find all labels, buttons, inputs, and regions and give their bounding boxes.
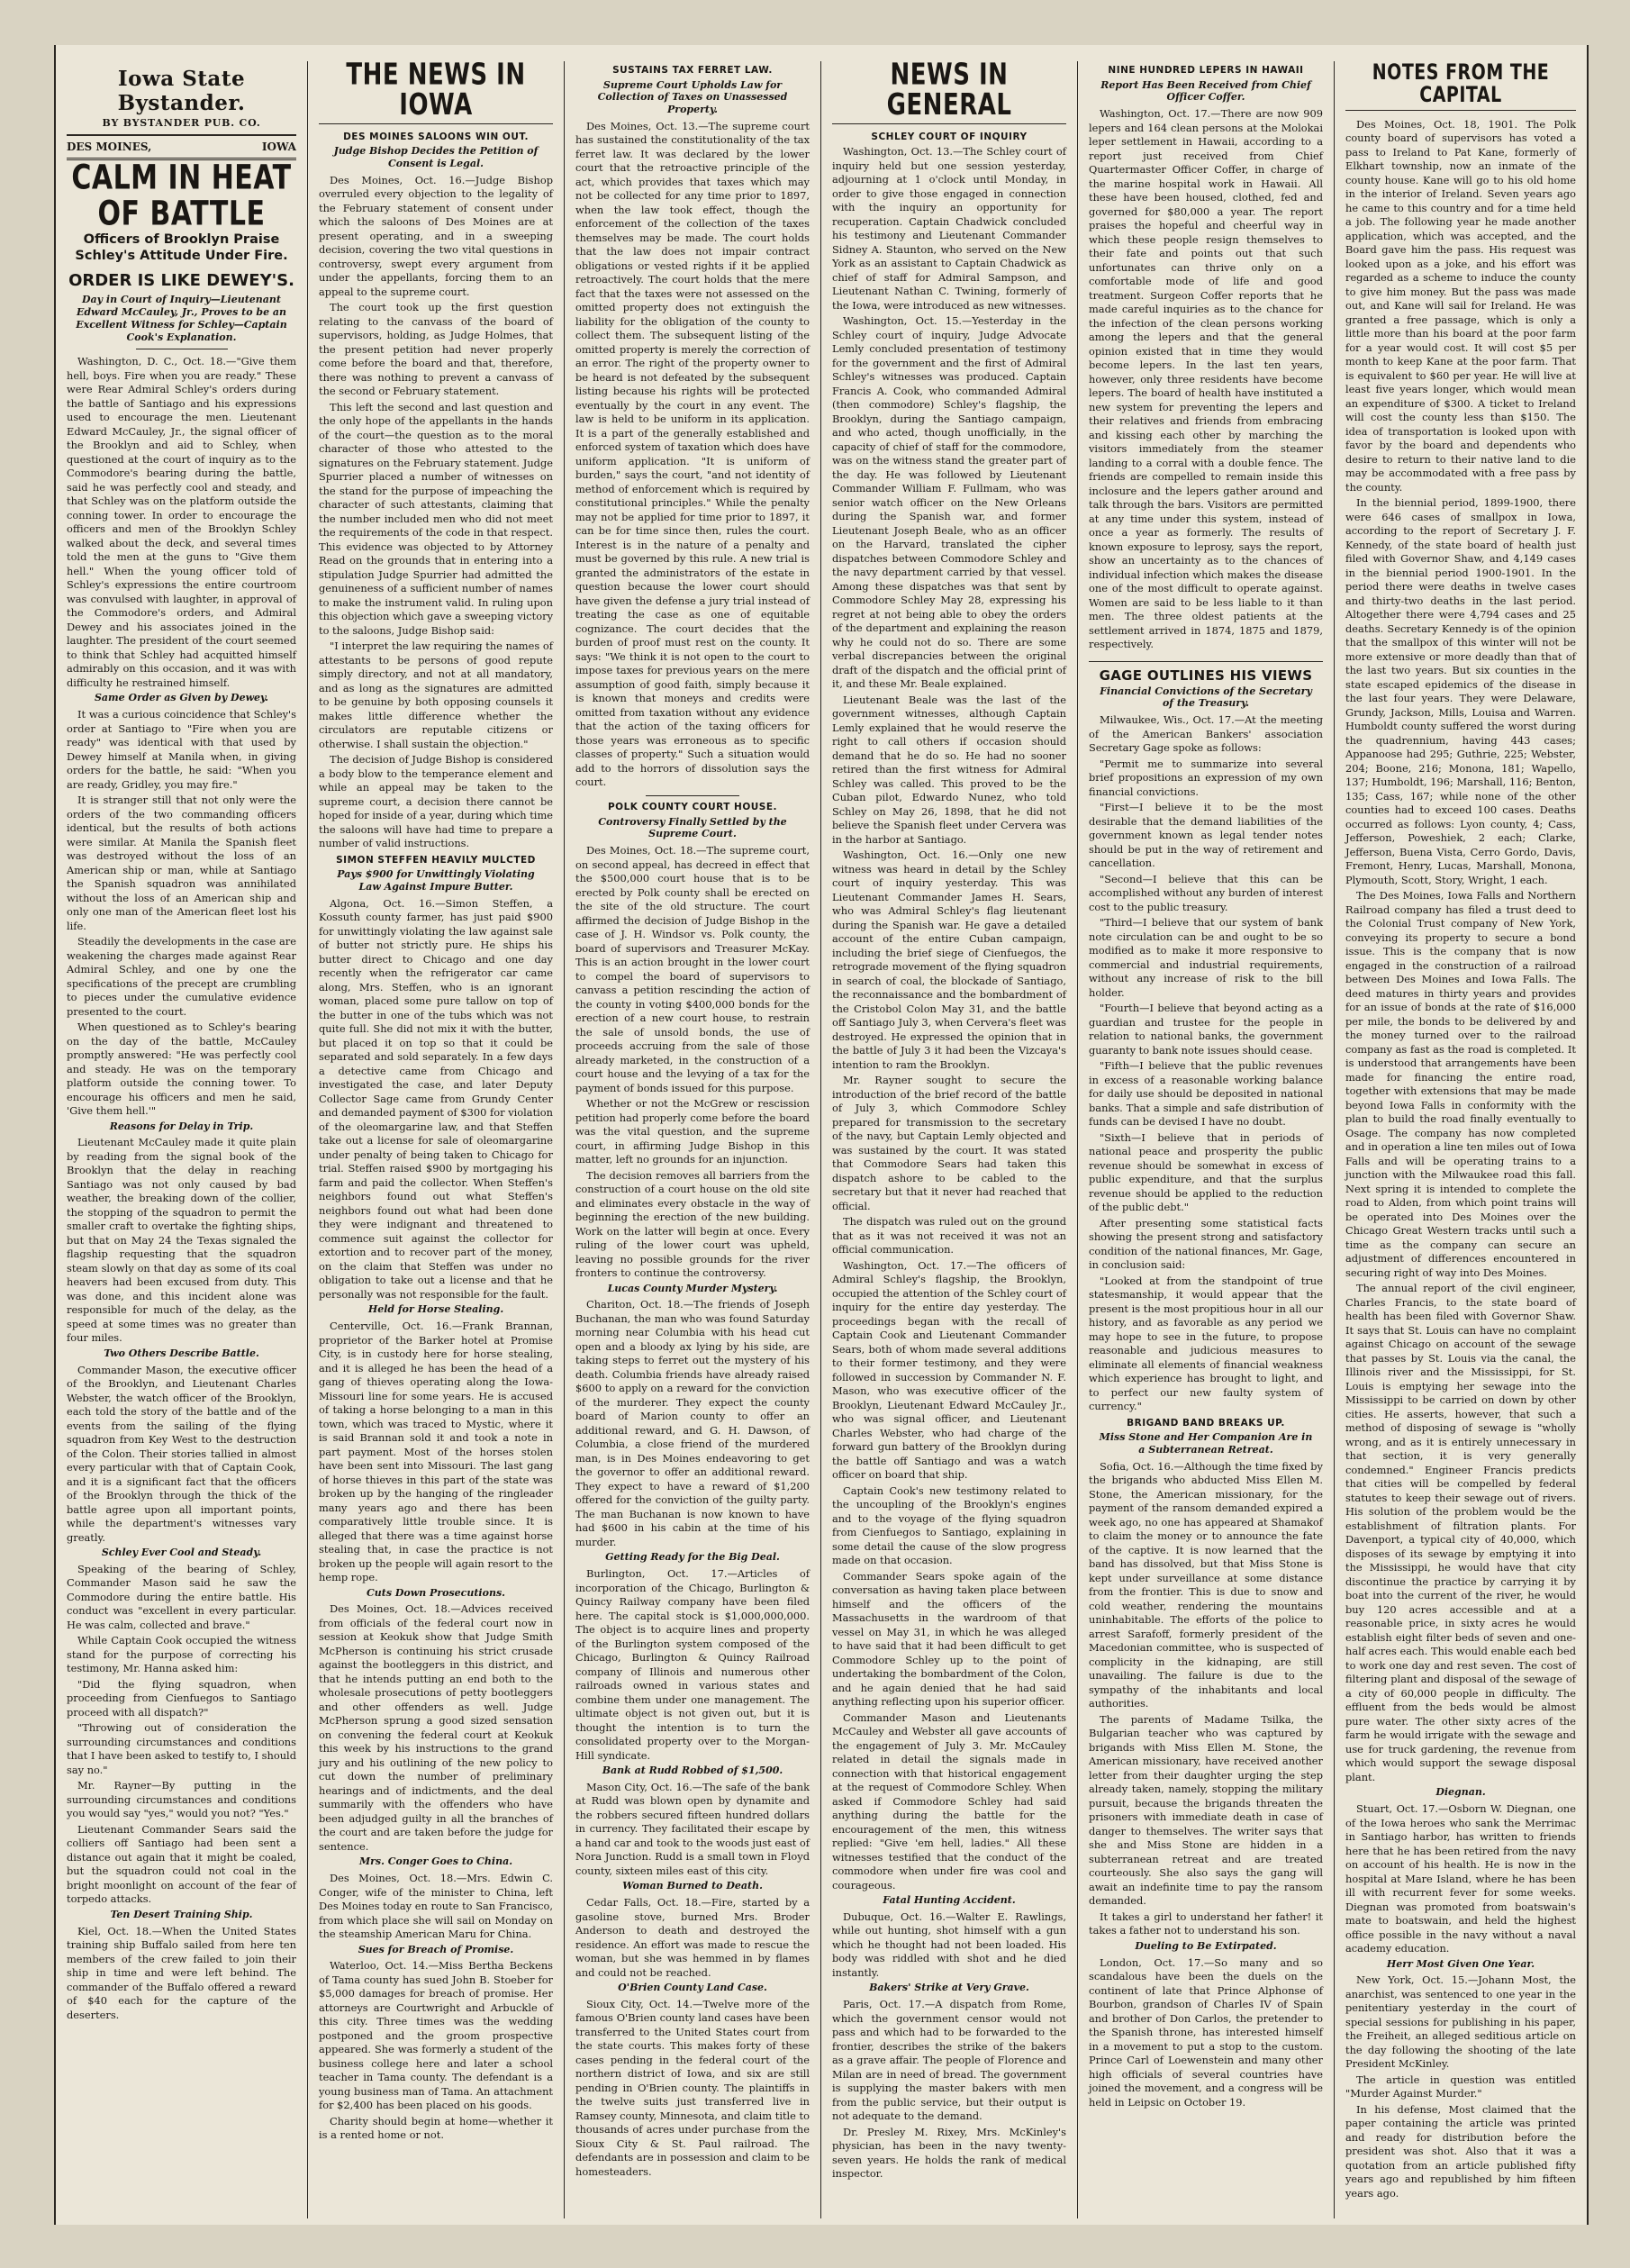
article-paragraph: It is stranger still that not only were the orders of the two commanding officers identical, but the results of both actions were similar. At Manila the Spanish fleet was destroyed without the loss of an American ship or man, while at Santiago the Spanish squadron was annihilated without the loss of an American ship and only one man of the American fleet lost his life. xyxy=(67,794,296,932)
article-paragraph: Washington, Oct. 17.—There are now 909 lepers and 164 clean persons at the Molokai leper settlement in Hawaii, according to a report just received from Chief Quartermaster Officer Coffer, in charge of the marine hospital work in Hawaii. All these have been housed, clothed, fed and governed for $80,000 a year. The report praises the hopeful and cheerful way in which these people resign themselves to their fate and points out that such unfortunates can thrive only on a comfortable mode of life and good treatment. Surgeon Coffer reports that he made careful inquiries as to the chance for the infection of the clean persons working among the lepers and that the general opinion existed that in time they would become lepers. In the last ten years, however, only three residents have become lepers. The board of health have instituted a new system for preventing the lepers and their relatives and friends from embracing and kissing each other by marching the visitors immediately from the steamer landing to a corral with a double fence. The friends are compelled to remain inside this inclosure and the lepers gather around and talk through the bars. Visitors are permitted at any time under this system, instead of once a year as formerly. The results of known exposure to leprosy, says the report, show an uncertainty as to the chances of individual infection which makes the disease one of the most difficult to operate against. Women are said to be less liable to it than men. The three oldest patients at the settlement arrived in 1874, 1875 and 1879, respectively. xyxy=(1089,107,1323,651)
section-heading: Woman Burned to Death. xyxy=(622,1880,763,1892)
article-paragraph: Washington, Oct. 17.—The officers of Admiral Schley's flagship, the Brooklyn, occupied the attention of the Schley court of inquiry for the entire day yesterday. The proceedings began with the recall of Captain Cook and Lieutenant Commander Sears, both of whom made several additions to their former testimony, and they were followed in succession by Commander N. F. Mason, who was executive officer of the Brooklyn, Lieutenant Edward McCauley Jr., who was signal officer, and Lieutenant Charles Webster, who had charge of the forward gun battery of the Brooklyn during the battle off Santiago and was a watch officer on board that ship. xyxy=(832,1258,1066,1482)
article-paragraph: The article in question was entitled "Murder Against Murder." xyxy=(1345,2073,1576,2100)
article-paragraph: "Second—I believe that this can be accomplished without any burden of interest cost to the public treasury. xyxy=(1089,872,1323,913)
article-paragraph: Washington, Oct. 16.—Only one new witness was heard in detail by the Schley court of inquiry yesterday. This was Lieutenant Commander James H. Sears, who was Admiral Schley's flag lieutenant during the Spanish war. He gave a detailed account of the entire Cuban campaign, including the brief siege of Cienfuegos, the retrograde movement of the flying squadron in search of coal, the blockade of Santiago, the reconnaissance and the bombardment of the Cristobol Colon May 31, and the battle off Santiago July 3, when Cervera's fleet was destroyed. He expressed the opinion that in the battle of July 3 it had been the Vizcaya's intention to ram the Brooklyn. xyxy=(832,848,1066,1071)
subhead-day-in-court: Day in Court of Inquiry—Lieutenant Edward McCauley, Jr., Proves to be an Excellent Witness for Schley—Captain Cook's Explanation. xyxy=(76,294,287,343)
article-paragraph: In his defense, Most claimed that the paper containing the article was printed and ready for distribution before the president was shot. Also that it was a quotation from an article published fifty years ago and republished by him fifteen years ago. xyxy=(1345,2102,1576,2200)
article-paragraph: Dubuque, Oct. 16.—Walter E. Rawlings, while out hunting, shot himself with a gun which he thought had not been loaded. His body was riddled with shot and he died instantly. xyxy=(832,1910,1066,1979)
section-heading: Getting Ready for the Big Deal. xyxy=(605,1551,780,1564)
article-paragraph: Des Moines, Oct. 18.—The supreme court, on second appeal, has decreed in effect that the $500,000 court house that is to be erected by Polk county shall be erected on the site of the old structure. The court affirmed the decision of Judge Bishop in the case of J. H. Windsor vs. Polk county, the board of supervisors and Treasurer McKay. This is an action brought in the lower court to compel the board of supervisors to canvass a petition rescinding the action of the county in voting $400,000 bonds for the erection of a new court house, to restrain the sale of unsold bonds, the use of proceeds accruing from the sale of those already marketed, in the construction of a court house and the levying of a tax for the payment of bonds issued for this purpose. xyxy=(575,844,810,1094)
article-paragraph: Sofia, Oct. 16.—Although the time fixed by the brigands who abducted Miss Ellen M. Stone, the American missionary, for the payment of the ransom demanded expired a week ago, no one has appeared at Shamakof to claim the money or to announce the fate of the captive. It is now learned that the band has dissolved, but that Miss Stone is kept under surveillance at some distance from the frontier. This is due to snow and cold weather, rendering the mountains uninhabitable. The efforts of the police to arrest Sarafoff, formerly president of the Macedonian committee, who is suspected of complicity in the kidnaping, are still unavailing. The failure is due to the sympathy of the inhabitants and local authorities. xyxy=(1089,1459,1323,1710)
article-paragraph: Des Moines, Oct. 18.—Mrs. Edwin C. Conger, wife of the minister to China, left Des Moines today en route to San Francisco, from which place she will sail on Monday on the steamship American Maru for China. xyxy=(319,1872,553,1941)
article-paragraph: New York, Oct. 15.—Johann Most, the anarchist, was sentenced to one year in the penitentiary yesterday in the court of special sessions for publishing in his paper, the Freiheit, an alleged seditious article on the day following the shooting of the late President McKinley. xyxy=(1345,1973,1576,2071)
newspaper-page xyxy=(54,45,1589,2225)
article-paragraph: Washington, Oct. 15.—Yesterday in the Schley court of inquiry, Judge Advocate Lemly concluded presentation of testimony for the government and the first of Admiral Schley's witnesses was produced. Captain Francis A. Cook, who commanded Admiral (then commodore) Schley's flagship, the Brooklyn, during the Santiago campaign, and who acted, though unofficially, in the capacity of chief of staff for the commodore, was on the witness stand the greater part of the day. He was followed by Lieutenant Commander William F. Fullmam, who was senior watch officer on the New Orleans during the Spanish war, and former Lieutenant Joseph Beale, who as an officer on the Harvard, translated the cipher dispatches between Commodore Schley and the navy department carried by that vessel. Among these dispatches was that sent by Commodore Schley May 28, expressing his regret at not being able to obey the orders of the department and explaining the reason why he could not do so. There are some verbal discrepancies between the original draft of the dispatch and the official print of it, and these Mr. Beale explained. xyxy=(832,314,1066,691)
article-paragraph: Des Moines, Oct. 13.—The supreme court has sustained the constitutionality of the tax ferret law. It was declared by the lower court that the retroactive principle of the act, which provides that taxes which may not be collected for any time prior to 1897, when the law took effect, though the enforcement of the collection of the taxes themselves may be made. The court holds that the law does not impair contract obligations or vested rights if it be applied retroactively. The court holds that the mere fact that the taxes were not assessed on the omitted property does not extinguish the liability for the obligation of the county to collect them. The subsequent listing of the omitted property is merely the correction of an error. The right of the property owner to be heard is not defeated by the subsequent listing because his rights will be protected eventually by the court in any event. The law is held to be uniform in its application. It is a part of the generally established and enforced system of taxation which does have uniform application. "It is uniform of burden," says the court, "and not identity of method of enforcement which is required by constitutional principles." While the penalty may not be applied for time prior to 1897, it can be for time since then, rules the court. Interest is in the nature of a penalty and must be governed by this rule. A new trial is granted the administrators of the estate in question because the lower court should have given the defense a jury trial instead of treating the case as one of equitable cognizance. The court decides that the burden of proof must rest on the county. It says: "We think it is not open to the court to impose taxes for previous years on the mere assumption of good faith, simply because it is known that moneys and credits were omitted from taxation without any evidence that the action of the taxing officers for those years was erroneous as to specific classes of property." Such a situation would add to the horrors of dissolution says the court. xyxy=(575,119,810,789)
article-paragraph: Cedar Falls, Oct. 18.—Fire, started by a gasoline stove, burned Mrs. Broder Anderson to death and destroyed the residence. An effort was made to rescue the woman, but she was hemmed in by flames and could not be reached. xyxy=(575,1896,810,1979)
column-2 xyxy=(308,61,565,2218)
article-paragraph: The decision removes all barriers from the construction of a court house on the old site and eliminates every obstacle in the way of beginning the erection of the new building. Work on the latter will begin at once. Every ruling of the lower court was upheld, leaving no possible grounds for the river fronters to continue the controversy. xyxy=(575,1168,810,1280)
column-1 xyxy=(56,61,308,2218)
article-paragraph: It was a curious coincidence that Schley's order at Santiago to "Fire when you are ready" was identical with that used by Dewey himself at Manila when, in giving orders for the battle, he said: "When you are ready, Gridley, you may fire." xyxy=(67,708,296,791)
section-heading: Two Others Describe Battle. xyxy=(104,1347,259,1359)
subhead-saloons-win: DES MOINES SALOONS WIN OUT. xyxy=(343,131,529,142)
divider xyxy=(832,123,1066,124)
article-paragraph: Charity should begin at home—whether it is a rented home or not. xyxy=(319,2114,553,2142)
article-paragraph: "Permit me to summarize into several brief propositions an expression of my own financial convictions. xyxy=(1089,757,1323,798)
article-paragraph: "Third—I believe that our system of bank note circulation can be and ought to be so modified as to make it more responsive to commercial and industrial requirements, without any increase of risk to the bill holder. xyxy=(1089,916,1323,999)
section-heading: Dueling to Be Extirpated. xyxy=(1135,1939,1277,1952)
subhead-gage: Financial Convictions of the Secretary of the Treasury. xyxy=(1100,685,1312,710)
subhead-lepers-hawaii: Report Has Been Received from Chief Officer Coffer. xyxy=(1100,78,1311,104)
article-paragraph: "Did the flying squadron, when proceeding from Cienfuegos to Santiago proceed with all dispatch?" xyxy=(67,1677,296,1719)
article-paragraph: Steadily the developments in the case are weakening the charges made against Rear Admiral Schley, and one by one the specifications of the precept are crumbling to pieces under the cumulative evidence presented to the court. xyxy=(67,935,296,1018)
section-heading: Held for Horse Stealing. xyxy=(367,1303,504,1316)
section-heading: Fatal Hunting Accident. xyxy=(883,1894,1016,1907)
headline-news-in-iowa: THE NEWS IN IOWA xyxy=(346,61,526,123)
section-heading: Ten Desert Training Ship. xyxy=(110,1908,253,1920)
subhead-schley-court: SCHLEY COURT OF INQUIRY xyxy=(871,131,1028,142)
article-paragraph: "Looked at from the standpoint of true statesmanship, it would appear that the present is the most propitious hour in all our history, and as favorable as any period we may hope to see in the future, to propose reasonable and judicious measures to eliminate all elements of financial weakness which experience has brought to light, and to perfect our new faulty system of currency." xyxy=(1089,1274,1323,1413)
subhead-officers-of-brooklyn: Officers of Brooklyn Praise Schley's Attitude Under Fire. xyxy=(75,232,288,264)
section-subheading: Pays $900 for Unwittingly Violating Law Against Impure Butter. xyxy=(337,868,535,894)
column-4 xyxy=(821,61,1078,2218)
section-heading: Bank at Rudd Robbed of $1,500. xyxy=(602,1765,783,1777)
masthead-dateline xyxy=(67,136,296,160)
article-paragraph: Des Moines, Oct. 18.—Advices received from officials of the federal court now in session at Keokuk show that Judge Smith McPherson is continuing his strict crusade against the bootleggers in this district, and that he intends putting an end both to the wholesale prosecutions of petty bootleggers and other offenders as well. Judge McPherson sprung a good sized sensation on convening the federal court at Keokuk this week by his instructions to the grand jury and his outlining of the new policy to cut down the number of preliminary hearings and of indictments, and the deal summarily with the offenders who have been adjudged guilty in all the branches of the court and are taken before the judge for sentence. xyxy=(319,1602,553,1853)
article-paragraph: When questioned as to Schley's bearing on the day of the battle, McCauley promptly answered: "He was perfectly cool and steady. He was on the temporary platform outside the conning tower. To encourage his officers and men he said, 'Give them hell.'" xyxy=(67,1021,296,1117)
masthead-title: Iowa State Bystander. xyxy=(117,67,246,115)
article-paragraph: Lieutenant McCauley made it quite plain by reading from the signal book of the Brooklyn that the delay in reaching Santiago was not only caused by bad weather, the breaking down of the collier, the stopping of the squadron to permit the smaller craft to overtake the fighting ships, but that on May 24 the Texas signaled the flagship requesting that the squadron steam slowly on that day as some of its coal heavers had been excused from duty. This was done, and this incident alone was responsible for much of the delay, as the speed at some times was no greater than four miles. xyxy=(67,1136,296,1345)
divider xyxy=(319,123,553,124)
article-paragraph: "First—I believe it to be the most desirable that the demand liabilities of the government known as legal tender notes should be put in the way of retirement and cancellation. xyxy=(1089,801,1323,870)
article-paragraph: Mr. Rayner sought to secure the introduction of the brief record of the battle of July 3, which Commodore Schley prepared for transmission to the secretary of the navy, but Captain Lemly objected and was sustained by the court. It was stated that Commodore Sears had taken this dispatch ashore to be cabled to the secretary but that it never had reached that official. xyxy=(832,1074,1066,1212)
section-heading: Lucas County Murder Mystery. xyxy=(607,1282,778,1294)
article-paragraph: Centerville, Oct. 16.—Frank Brannan, proprietor of the Barker hotel at Promise City, is in custody here for horse stealing, and it is alleged he has been the head of a gang of thieves operating along the Iowa-Missouri line for some years. He is accused of taking a horse belonging to a man in this town, which was traced to Mystic, where it is said Brannan sold it and took a note in part payment. Most of the horses stolen have been sent into Missouri. The last gang of horse thieves in this part of the state was broken up by the hanging of the ringleader many years ago and there has been comparatively little trouble since. It is alleged that there was a time against horse stealing that, in case the practice is not broken up the people will again resort to the hemp rope. xyxy=(319,1320,553,1584)
section-heading: Bakers' Strike at Very Grave. xyxy=(869,1982,1029,1994)
article-paragraph: The annual report of the civil engineer, Charles Francis, to the state board of health has been filed with Governor Shaw. It says that St. Louis can have no complaint against Chicago on account of the sewage that passes by St. Louis via the canal, the Illinois river and the Mississippi, for St. Louis is emptying her sewage into the Mississippi to be carried on down by other cities. He asserts, however, that such a method of disposing of sewage is "wholly wrong, and as it is entirely unnecessary in that section, it is very generally condemned." Engineer Francis predicts that cities will be compelled by federal statutes to keep their sewage out of rivers. His solution of the problem would be the establishment of filtration plants. For Davenport, a typical city of 40,000, which disposes of its sewage by emptying it into the Mississippi, he would have that city discontinue the practice by carrying it by boat into the current of the river, he would buy 120 acres accessible and at a reasonable price, in sixty acres he would establish eight filter beds of seven and one-half acres each. This would enable each bed to work one day and rest seven. The cost of filtering plant and disposal of the sewage of a city of 60,000 people in difficulty. The effluent from the beds would be almost pure water. The other sixty acres of the farm he would irrigate with the sewage and use for truck gardening, the revenue from which would support the sewage disposal plant. xyxy=(1345,1282,1576,1783)
section-heading: O'Brien County Land Case. xyxy=(618,1982,767,1994)
article-paragraph: Commander Sears spoke again of the conversation as having taken place between himself and the officers of the Massachusetts in the wardroom of that vessel on May 31, in which he was alleged to have said that it had been difficult to get Commodore Schley up to the point of undertaking the bombardment of the Colon, and he again denied that he had said anything reflecting upon his superior officer. xyxy=(832,1569,1066,1709)
subhead-polk-court-house: Controversy Finally Settled by the Supreme Court. xyxy=(598,815,787,840)
article-paragraph: The decision of Judge Bishop is considered a body blow to the temperance element and while an appeal may be taken to the supreme court, a decision there cannot be hoped for inside of a year, during which time the saloons will have had time to prepare a number of valid instructions. xyxy=(319,753,553,850)
article-paragraph: It takes a girl to understand her father! it takes a father not to understand his son. xyxy=(1089,1910,1323,1937)
subhead-order-like-deweys: ORDER IS LIKE DEWEY'S. xyxy=(68,271,294,291)
article-paragraph: Speaking of the bearing of Schley, Commander Mason said he saw the Commodore during the entire battle. His conduct was "excellent in every particular. He was calm, collected and brave." xyxy=(67,1562,296,1631)
article-paragraph: Washington, D. C., Oct. 18.—"Give them hell, boys. Fire when you are ready." These were Rear Admiral Schley's orders during the battle of Santiago and his expressions used to encourage the men. Lieutenant Edward McCauley, Jr., the signal officer of the Brooklyn and aid to Schley, when questioned at the court of inquiry as to the Commodore's bearing during the battle, said he was perfectly cool and steady, and that Schley was on the platform outside the conning tower. In order to encourage the officers and men of the Brooklyn Schley walked about the deck, and several times told the men at the guns to "Give them hell." When the young officer told of Schley's expressions the entire courtroom was convulsed with laughter, in approval of the Commodore's orders, and Admiral Dewey and his associates joined in the laughter. The president of the court seemed to think that Schley had acquitted himself admirably on this occasion, and it was with difficulty he restrained himself. xyxy=(67,355,296,689)
article-paragraph: Lieutenant Beale was the last of the government witnesses, although Captain Lemly explained that he would reserve the right to call others if occasion should demand that he do so. He had no sooner retired than the first witness for Admiral Schley was called. This proved to be the Cuban pilot, Edwardo Nunez, who told Schley on May 26, 1898, that he did not believe the Spanish fleet under Cervera was in the harbor at Santiago. xyxy=(832,693,1066,846)
divider xyxy=(646,795,739,796)
article-paragraph: Commander Mason and Lieutenants McCauley and Webster all gave accounts of the engagement of July 3. Mr. McCauley related in detail the signals made in connection with that historical engagement at the request of Commodore Schley. When asked if Commodore Schley had said anything during the battle for the encouragement of the men, this witness replied: "Give 'em hell, ladies." All these witnesses testified that the conduct of the commodore when under fire was cool and courageous. xyxy=(832,1710,1066,1892)
article-paragraph: This left the second and last question and the only hope of the appellants in the hands of the court—the question as to the moral character of those who attested to the signatures on the February statement. Judge Spurrier placed a number of witnesses on the stand for the purpose of impeaching the character of such attestants, claiming that the number included men who did not meet the requirements of the code in that respect. This evidence was objected to by Attorney Read on the grounds that in entering into a stipulation Judge Spurrier had admitted the genuineness of a sufficient number of names to make the instrument valid. In ruling upon this objection which gave a sweeping victory to the saloons, Judge Bishop said: xyxy=(319,400,553,637)
subhead-tax-ferret: Supreme Court Upholds Law for Collection of Taxes on Unassessed Property. xyxy=(597,78,788,116)
column-3 xyxy=(565,61,821,2218)
headline-gage-outlines: GAGE OUTLINES HIS VIEWS xyxy=(1089,661,1323,684)
masthead-byline: BY BYSTANDER PUB. CO. xyxy=(67,117,296,136)
article-paragraph: Burlington, Oct. 17.—Articles of incorporation of the Chicago, Burlington & Quincy Railway company have been filed here. The capital stock is $1,000,000,000. The object is to acquire lines and property of the Burlington system composed of the Chicago, Burlington & Quincy Railroad company of Illinois and numerous other railroads owned in various states and combine them under one management. The ultimate object is not given out, but it is thought the intention is to turn the consolidated property over to the Morgan-Hill syndicate. xyxy=(575,1567,810,1762)
article-paragraph: Dr. Presley M. Rixey, Mrs. McKinley's physician, has been in the navy twenty-seven years. He holds the rank of medical inspector. xyxy=(832,2125,1066,2181)
headline-notes-from-capital: NOTES FROM THE CAPITAL xyxy=(1372,61,1550,107)
article-paragraph: Washington, Oct. 13.—The Schley court of inquiry held but one session yesterday, adjourning at 1 o'clock until Monday, in order to give those engaged in connection with the inquiry an opportunity for recuperation. Captain Chadwick concluded his testimony and Lieutenant Commander Sidney A. Staunton, who served on the New York as an assistant to Captain Chadwick as chief of staff for Admiral Sampson, and Lieutenant Nathan C. Twining, formerly of the Iowa, were introduced as new witnesses. xyxy=(832,145,1066,312)
article-paragraph: In the biennial period, 1899-1900, there were 646 cases of smallpox in Iowa, according to the report of Secretary J. F. Kennedy, of the state board of health just filed with Governor Shaw, and 4,149 cases in the biennial period 1900-1901. In the period there were deaths in twelve cases and thirty-two deaths in the last period. Altogether there were 4,794 cases and 25 deaths. Secretary Kennedy is of the opinion that the smallpox of this winter will not be more extensive or more deadly than that of the last two years. But six counties in the state escaped epidemics of the disease in the last four years. They were Delaware, Grundy, Jackson, Mills, Louisa and Warren. Humboldt county suffered the worst during the quadrennium, having 443 cases; Appanoose had 295; Guthrie, 225; Webster, 204; Boone, 216; Monona, 181; Wapello, 137; Humboldt, 196; Marshall, 116; Benton, 135; Cass, 167; while none of the other counties had to exceed 100 cases. Deaths occurred as follows: Lyon county, 4; Cass, Jefferson, Poweshiek, 2 each; Clarke, Jefferson, Buena Vista, Cerro Gordo, Davis, Fremont, Henry, Lucas, Marshall, Monona, Plymouth, Scott, Story, Wright, 1 each. xyxy=(1345,496,1576,886)
masthead-city: DES MOINES, xyxy=(67,141,152,153)
headline-polk-court-house: POLK COUNTY COURT HOUSE. xyxy=(607,801,778,812)
article-paragraph: "Fifth—I believe that the public revenues in excess of a reasonable working balance for daily use should be deposited in national banks. That a simple and safe distribution of funds can be devised I have no doubt. xyxy=(1089,1059,1323,1129)
headline-tax-ferret: SUSTAINS TAX FERRET LAW. xyxy=(612,65,773,76)
section-heading: Cuts Down Prosecutions. xyxy=(367,1586,505,1599)
article-paragraph: Des Moines, Oct. 16.—Judge Bishop overruled every objection to the legality of the February statement of consent under which the saloons of Des Moines are at present operating, and in a sweeping decision, covering the two vital questions in controversy, swept every argument from under the appellants, forcing them to an appeal to the supreme court. xyxy=(319,173,553,298)
article-paragraph: "Throwing out of consideration the surrounding circumstances and conditions that I have been asked to testify to, I should say no." xyxy=(67,1721,296,1776)
section-heading: SIMON STEFFEN HEAVILY MULCTED xyxy=(336,854,536,866)
section-heading: Schley Ever Cool and Steady. xyxy=(101,1547,262,1558)
article-paragraph: The dispatch was ruled out on the ground that as it was not received it was not an official communication. xyxy=(832,1215,1066,1256)
article-paragraph: The Des Moines, Iowa Falls and Northern Railroad company has filed a trust deed to the Colonial Trust company of New York, conveying its property to secure a bond issue. This is the company that is now engaged in the construction of a railroad between Des Moines and Iowa Falls. The deed matures in thirty years and provides for an issue of bonds at the rate of $16,000 per mile, the bonds to be delivered by and the money turned over to the railroad company as fast as the road is completed. It is understood that arrangements have been made for financing the entire road, together with extensions that may be made beyond Iowa Falls in conformity with the plan to build the road finally eventually to Osage. The company has now completed and in operation a line ten miles out of Iowa Falls and will be operating trains to a junction with the Milwaukee road this fall. Next spring it is intended to complete the road to Alden, from which point trains will be operated into Des Moines over the Chicago Great Western tracks until such a time as the company can secure an adjustment of differences encountered in securing right of way into Des Moines. xyxy=(1345,889,1576,1279)
article-paragraph: "Sixth—I believe that in periods of national peace and prosperity the public revenue should be somewhat in excess of public expenditure, and that the surplus revenue should be applied to the reduction of the public debt." xyxy=(1089,1130,1323,1214)
article-paragraph: "Fourth—I believe that beyond acting as a guardian and trustee for the people in relation to national banks, the government guaranty to bank note issues should cease. xyxy=(1089,1002,1323,1057)
article-paragraph: Waterloo, Oct. 14.—Miss Bertha Beckens of Tama county has sued John B. Stoeber for $5,000 damages for breach of promise. Her attorneys are Courtwright and Arbuckle of this city. Three times was the wedding postponed and the groom prospective appeared. She was formerly a student of the business college here and later a school teacher in Tama county. The defendant is a young business man of Tama. An attachment for $2,400 has been placed on his goods. xyxy=(319,1959,553,2112)
subhead-judge-bishop: Judge Bishop Decides the Petition of Consent is Legal. xyxy=(333,145,539,169)
article-paragraph: Mr. Rayner—By putting in the surrounding circumstances and conditions you would say "yes," would you not? "Yes." xyxy=(67,1779,296,1820)
section-heading: Reasons for Delay in Trip. xyxy=(109,1120,254,1132)
article-paragraph: Milwaukee, Wis., Oct. 17.—At the meeting of the American Bankers' association Secretary Gage spoke as follows: xyxy=(1089,713,1323,755)
section-subheading: Miss Stone and Her Companion Are in a Subterranean Retreat. xyxy=(1099,1431,1313,1456)
article-paragraph: Commander Mason, the executive officer of the Brooklyn, and Lieutenant Charles Webster, the watch officer of the Brooklyn, each told the story of the battle and of the events from the sailing of the flying squadron from Key West to the destruction of the Colon. Their stories tallied in almost every particular with that of Captain Cook, and it is a significant fact that the officers of the Brooklyn through the thick of the battle agree upon all important points, while the department's witnesses vary greatly. xyxy=(67,1363,296,1544)
article-paragraph: The parents of Madame Tsilka, the Bulgarian teacher who was captured by brigands with Miss Ellen M. Stone, the American missionary, have received another letter from their daughter urging the step already taken, namely, stopping the military pursuit, because the brigands threaten the prisoners with immediate death in case of danger to themselves. The writer says that she and Miss Stone are hidden in a subterranean retreat and are treated courteously. She also says the gang will await an indefinite time to pay the ransom demanded. xyxy=(1089,1712,1323,1908)
section-heading: Sues for Breach of Promise. xyxy=(358,1943,514,1955)
divider xyxy=(1345,110,1576,111)
article-paragraph: The court took up the first question relating to the canvass of the board of supervisors, holding, as Judge Holmes, that the present petition had never properly come before the board and that, therefore, there was nothing to prevent a canvass of the second or February statement. xyxy=(319,301,553,398)
section-heading: Herr Most Given One Year. xyxy=(1386,1957,1535,1970)
article-paragraph: Mason City, Oct. 16.—The safe of the bank at Rudd was blown open by dynamite and the robbers secured fifteen hundred dollars in currency. They facilitated their escape by a hand car and took to the woods just east of Nora Junction. Rudd is a small town in Floyd county, sixteen miles east of this city. xyxy=(575,1780,810,1877)
section-heading: Same Order as Given by Dewey. xyxy=(94,692,269,704)
article-paragraph: Captain Cook's new testimony related to the uncoupling of the Brooklyn's engines and to the voyage of the flying squadron from Cienfuegos to Santiago, explaining in some detail the cause of the slow progress made on that occasion. xyxy=(832,1483,1066,1567)
column-5 xyxy=(1078,61,1335,2218)
article-paragraph: Whether or not the McGrew or rescission petition had properly come before the board was the vital question, and the supreme court, in affirming Judge Bishop in this matter, left no grounds for an injunction. xyxy=(575,1097,810,1166)
section-heading: Mrs. Conger Goes to China. xyxy=(358,1855,513,1868)
article-paragraph: "I interpret the law requiring the names of attestants to be persons of good repute simply directory, and not at all mandatory, and as long as the signatures are admitted to be genuine by both opposing counsels it makes little difference whether the circulators are reputable citizens or otherwise. I shall sustain the objection." xyxy=(319,640,553,750)
article-paragraph: Sioux City, Oct. 14.—Twelve more of the famous O'Brien county land cases have been transferred to the United States court from the state courts. This makes forty of these cases pending in the federal court of the northern district of Iowa, and six are still pending in O'Brien county. The plaintiffs in the twelve suits just transferred live in Ramsey county, Minnesota, and claim title to thousands of acres under purchase from the Sioux City & St. Paul railroad. The defendants are in possession and claim to be homesteaders. xyxy=(575,1997,810,2178)
article-paragraph: Kiel, Oct. 18.—When the United States training ship Buffalo sailed from here ten members of the crew failed to join their ship in time and were left behind. The commander of the Buffalo offered a reward of $40 each for the capture of the deserters. xyxy=(67,1924,296,2021)
article-paragraph: Stuart, Oct. 17.—Osborn W. Diegnan, one of the Iowa heroes who sank the Merrimac in Santiago harbor, has written to friends here that he has been retired from the navy on account of his health. He is now in the hospital at Mare Island, where he has been ill with recurrent fever for some weeks. Diegnan was promoted from boatswain's mate to boatswain, and held the highest office possible in the navy without a naval academy education. xyxy=(1345,1802,1576,1955)
article-paragraph: Algona, Oct. 16.—Simon Steffen, a Kossuth county farmer, has just paid $900 for unwittingly violating the law against sale of butter not strictly pure. He ships his butter direct to Chicago and one day recently when the refrigerator car came along, Mrs. Steffen, who is an ignorant woman, placed some pure tallow on top of the butter in one of the tubs which was not quite full. She did not mix it with the butter, but placed it on top so that it could be separated and sold separately. In a few days a detective came from Chicago and investigated the case, and later Deputy Collector Sage came from Grundy Center and demanded payment of $300 for violation of the oleomargarine law, and that Steffen take out a license for sale of oleomargarine under penalty of being taken to Chicago for trial. Steffen raised $900 by mortgaging his farm and paid the collector. When Steffen's neighbors found out what Steffen's neighbors found out what had been done they were indignant and threatened to commence suit against the collector for extortion and to recover part of the money, on the claim that Steffen was under no obligation to take out a license and that he personally was not responsible for the fault. xyxy=(319,896,553,1301)
headline-lepers-hawaii: NINE HUNDRED LEPERS IN HAWAII xyxy=(1108,65,1304,76)
article-paragraph: Des Moines, Oct. 18, 1901. The Polk county board of supervisors has voted a pass to Ireland to Pat Kane, formerly of Elkhart township, now an inmate of the county house. Kane will go to his old home in the interior of Ireland. Seven years ago he came to this country and for a time held a job. The following year he made another application, which was accepted, and the Board gave him the pass. His request was looked upon as a joke, and his effort was regarded as a scheme to induce the county to give him money. But the pass was made out, and Kane will sail for Ireland. He was granted a free passage, which is only a little more than his board at the poor farm for a year would cost. It will cost $5 per month to keep Kane at the poor farm. That is equivalent to $60 per year. He will live at least five years longer, which would mean an expenditure of $300. A ticket to Ireland will cost the county less than $150. The idea of transportation is looked upon with favor by the board and dependents who desire to return to their native land to die may be accommodated with a free pass by the county. xyxy=(1345,117,1576,494)
article-paragraph: London, Oct. 17.—So many and so scandalous have been the duels on the continent of late that Prince Alphonse of Bourbon, grandson of Charles IV of Spain and brother of Don Carlos, the pretender to the Spanish throne, has interested himself in a movement to put a stop to the custom. Prince Carl of Loewenstein and many other high officials of several countries have joined the movement, and a congress will be held in Leipsic on October 19. xyxy=(1089,1955,1323,2109)
article-paragraph: Chariton, Oct. 18.—The friends of Joseph Buchanan, the man who was found Saturday morning near Columbia with his head cut open and a bloody ax lying by his side, are taking steps to ferret out the mystery of his death. Columbia friends have already raised $600 to apply on a reward for the conviction of the murderer. They expect the county board of Marion county to offer an additional reward, and G. H. Dawson, of Columbia, a close friend of the murdered man, is in Des Moines endeavoring to get the governor to offer an additional reward. They expect to have a reward of $1,200 offered for the conviction of the guilty party. The man Buchanan is now known to have had $600 in his cabin at the time of his murder. xyxy=(575,1298,810,1548)
article-paragraph: While Captain Cook occupied the witness stand for the purpose of correcting his testimony, Mr. Hanna asked him: xyxy=(67,1634,296,1675)
column-6 xyxy=(1335,61,1587,2218)
article-paragraph: Lieutenant Commander Sears said the colliers off Santiago had been sent a distance out again that it might be coaled, but the squadron could not coal in the bright moonlight on account of the fear of torpedo attacks. xyxy=(67,1822,296,1906)
section-heading: BRIGAND BAND BREAKS UP. xyxy=(1127,1417,1285,1429)
headline-calm-in-heat-of-battle: CALM IN HEAT OF BATTLE xyxy=(71,158,292,233)
section-heading: Diegnan. xyxy=(1435,1786,1486,1799)
article-paragraph: Paris, Oct. 17.—A dispatch from Rome, which the government censor would not pass and which had to be forwarded to the frontier, describes the strike of the bakers as a grave affair. The people of Florence and Milan are in need of bread. The government is supplying the master bakers with men from the public service, but their output is not adequate to the demand. xyxy=(832,1998,1066,2123)
article-paragraph: After presenting some statistical facts showing the present strong and satisfactory condition of the national finances, Mr. Gage, in conclusion said: xyxy=(1089,1216,1323,1272)
masthead-state: IOWA xyxy=(261,141,296,153)
headline-news-in-general: NEWS IN GENERAL xyxy=(886,61,1012,123)
